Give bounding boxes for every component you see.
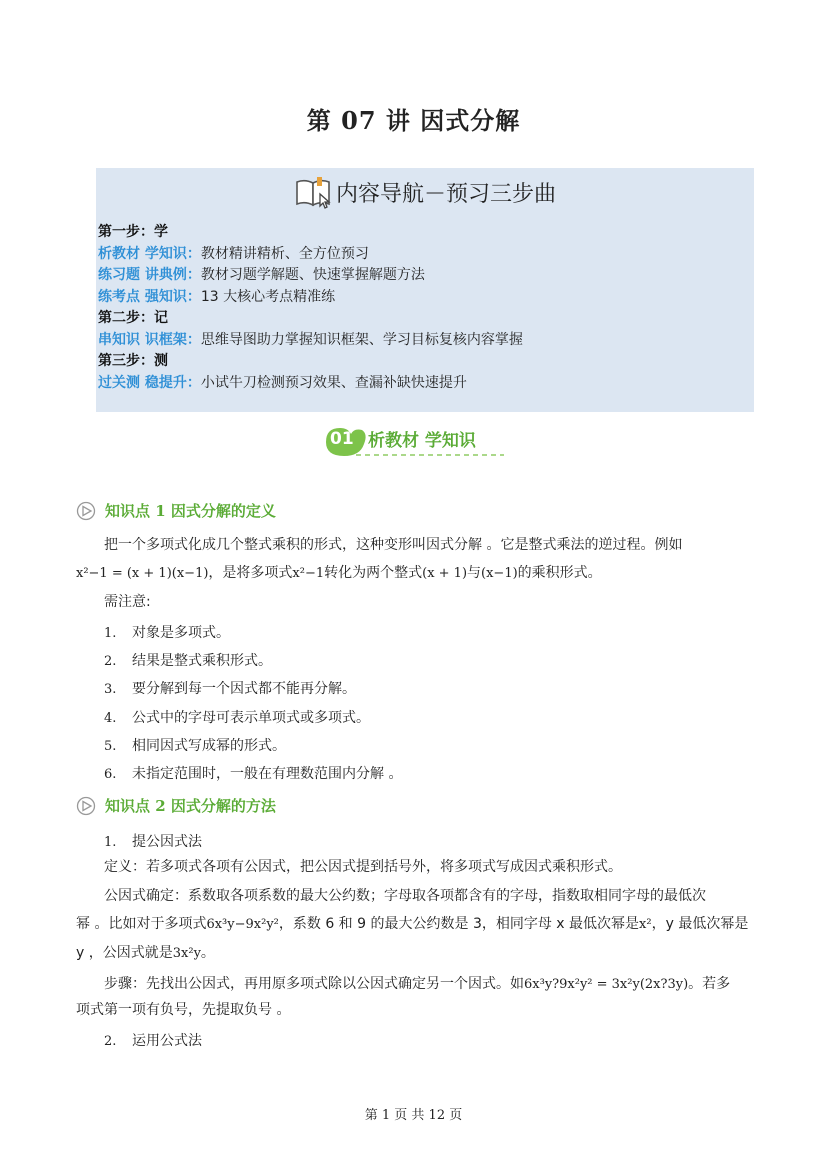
nav-item-desc: 思维导图助力掌握知识框架、学习目标复核内容掌握: [200, 331, 523, 348]
list-item: [104, 735, 286, 755]
list-text: 未指定范围时，一般在有理数范围内分解 。: [132, 766, 403, 782]
nav-heading-text: 内容导航－预习三步曲: [335, 182, 556, 207]
kp2-title: 知识点 2 因式分解的方法: [105, 797, 276, 815]
play-circle-icon: [76, 796, 96, 816]
nav-step-list: [98, 222, 523, 394]
list-text: 要分解到每一个因式都不能再分解。: [132, 681, 356, 697]
list-text: 对象是多项式。: [132, 625, 230, 641]
step-label: 第二步：记: [98, 310, 168, 326]
text-run: 步骤：先找出公因式，再用原多项式除以公因式确定另一个因式。如: [104, 976, 524, 992]
list-text: 相同因式写成幂的形式。: [132, 738, 286, 754]
nav-item-desc: 小试牛刀检测预习效果、查漏补缺快速提升: [200, 374, 467, 391]
text-run: ，y 最低次幂是: [651, 916, 749, 932]
nav-item-tag: 练习题 讲典例：: [98, 267, 201, 283]
math-expression: 3x²y: [172, 946, 201, 961]
book-icon: [294, 174, 334, 216]
list-number: 2.: [104, 1034, 117, 1049]
knowledge-point-2-heading: [76, 795, 276, 816]
math-expression: 6x³y−9x²y²: [206, 917, 279, 932]
list-text: 结果是整式乘积形式。: [132, 653, 272, 669]
math-expression: x²−1 = (x + 1)(x−1): [76, 566, 209, 581]
kp2-steps-line1: [76, 970, 754, 999]
text-run: 的乘积形式。: [517, 565, 602, 581]
list-text: 运用公式法: [132, 1033, 202, 1049]
method-item: [104, 831, 202, 851]
list-item: [104, 622, 230, 642]
math-expression: x²: [639, 917, 652, 932]
kp2-common-factor-line1: 公因式确定：系数取各项系数的最大公约数；字母取各项都含有的字母，指数取相同字母的最低次: [104, 888, 706, 904]
nav-item-tag: 过关测 稳提升：: [98, 374, 201, 391]
method-item: [104, 1030, 202, 1050]
nav-item: [98, 287, 523, 309]
nav-item-tag: 练考点 强知识：: [98, 288, 201, 305]
text-run: 幂 。比如对于多项式: [76, 916, 207, 932]
kp1-title: 知识点 1 因式分解的定义: [105, 502, 276, 520]
nav-item: [98, 330, 523, 352]
list-text: 公式中的字母可表示单项式或多项式。: [132, 710, 370, 726]
section-number: 01: [330, 429, 354, 449]
text-run: 与: [467, 565, 482, 581]
kp2-common-factor-line2: [76, 910, 754, 939]
text-run: y ，公因式就是: [76, 945, 173, 961]
list-number: 1.: [104, 835, 117, 850]
kp2-common-factor-line3: [76, 939, 754, 968]
kp1-paragraph-line2: [76, 559, 754, 588]
page-title: 第 07 讲 因式分解: [306, 106, 521, 135]
play-circle-icon: [76, 501, 96, 521]
text-run: ，是将多项式: [208, 565, 293, 581]
list-item: [104, 707, 370, 727]
text-run: 。若多: [688, 976, 731, 992]
nav-heading: [96, 174, 754, 216]
kp2-definition: 定义：若多项式各项有公因式，把公因式提到括号外，将多项式写成因式乘积形式。: [104, 859, 622, 875]
nav-item: [98, 373, 523, 395]
nav-item-tag: 析教材 学知识：: [98, 245, 201, 262]
list-number: 5.: [104, 739, 117, 754]
list-number: 6.: [104, 767, 117, 782]
nav-item-tag: 串知识 识框架：: [98, 331, 201, 348]
math-expression: (x−1): [481, 566, 518, 581]
list-number: 3.: [104, 682, 117, 697]
step-label: 第一步：学: [98, 224, 168, 240]
list-text: 提公因式法: [132, 834, 202, 850]
content-navigation-box: [96, 168, 754, 412]
list-item: [104, 650, 272, 670]
list-item: [104, 678, 356, 698]
text-run: 。: [200, 945, 215, 961]
page-footer: 第 1 页 共 12 页: [364, 1108, 463, 1123]
list-number: 4.: [104, 711, 117, 726]
knowledge-point-1-heading: [76, 500, 276, 521]
nav-step-heading: [98, 308, 523, 330]
text-run: 转化为两个整式: [324, 565, 423, 581]
nav-item-desc: 13 大核心考点精准练: [200, 288, 336, 305]
kp1-paragraph-line1: 把一个多项式化成几个整式乘积的形式，这种变形叫因式分解 。它是整式乘法的逆过程。例如: [104, 537, 683, 553]
step-label: 第三步：测: [98, 353, 168, 369]
nav-step-heading: [98, 351, 523, 373]
section-label: 析教材 学知识: [368, 431, 476, 451]
math-expression: x²−1: [292, 566, 325, 581]
math-expression: (x + 1): [422, 566, 468, 581]
nav-item-desc: 教材精讲精析、全方位预习: [200, 245, 369, 262]
nav-item: [98, 244, 523, 266]
nav-item: [98, 265, 523, 287]
list-number: 1.: [104, 626, 117, 641]
text-run: ，系数 6 和 9 的最大公约数是 3，相同字母 x 最低次幂是: [278, 916, 640, 932]
list-number: 2.: [104, 654, 117, 669]
nav-item-desc: 教材习题学解题、快速掌握解题方法: [200, 267, 425, 283]
math-expression: 6x³y?9x²y² = 3x²y(2x?3y): [524, 977, 689, 992]
list-item: [104, 763, 402, 783]
kp1-note: 需注意:: [104, 594, 151, 610]
section-badge: [324, 424, 524, 462]
nav-step-heading: [98, 222, 523, 244]
kp2-steps-line2: 项式第一项有负号，先提取负号 。: [76, 1002, 291, 1018]
